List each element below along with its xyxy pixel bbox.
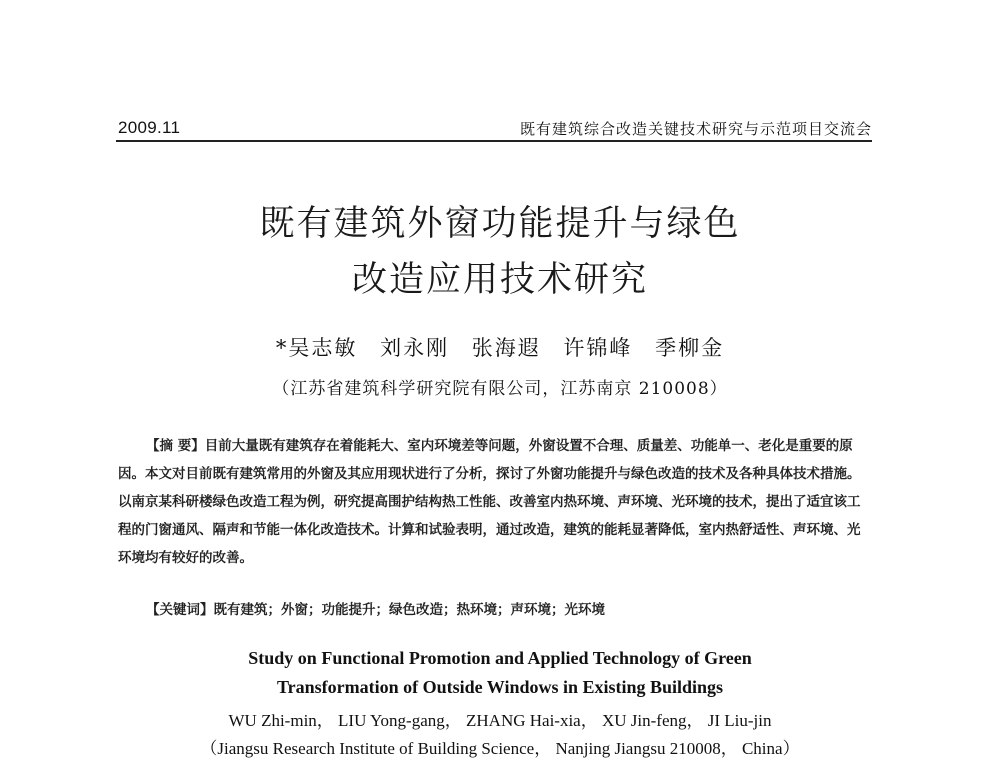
header-conference-name: 既有建筑综合改造关键技术研究与示范项目交流会 — [519, 120, 872, 138]
keywords-label: 【关键词】 — [146, 602, 214, 618]
authors: *吴志敏 刘永刚 张海遐 许锦峰 季柳金 — [275, 336, 725, 360]
abstract-label: 【摘 要】 — [146, 438, 205, 454]
english-authors: WU Zhi-min， LIU Yong-gang， ZHANG Hai-xia， XU Jin-feng， JI Liu-jin — [228, 711, 772, 730]
abstract-text: 目前大量既有建筑存在着能耗大、室内环境差等问题，外窗设置不合理、质量差、功能单一、老化是重要的原因。本文对目前既有建筑常用的外窗及其应用现状进行了分析，探讨了外窗功能提升与绿色改造的技术及各种具体技术措施。以南京某科研楼绿色改造工程为例，研究提高围护结构热工性能、改善室内热环境、声环境、光环境的技术，提出了适宜该工程的门窗通风、隔声和节能一体化改造技术。计算和试验表明，通过改造，建筑的能耗显著降低，室内热舒适性、声环境、光环境均有较好的改善。 — [118, 438, 861, 566]
english-affiliation: （Jiangsu Research Institute of Building Science， Nanjing Jiangsu 210008， China） — [200, 739, 800, 758]
english-title-line-2: Transformation of Outside Windows in Existing Buildings — [276, 677, 724, 697]
affiliation: （江苏省建筑科学研究院有限公司，江苏南京 210008） — [272, 379, 728, 399]
paper-title-line-1: 既有建筑外窗功能提升与绿色 — [259, 204, 741, 244]
paper-title-line-2: 改造应用技术研究 — [351, 260, 648, 300]
keywords-text: 既有建筑；外窗；功能提升；绿色改造；热环境；声环境；光环境 — [213, 602, 605, 618]
header-date: 2009.11 — [118, 118, 181, 137]
keywords — [146, 598, 605, 618]
abstract — [118, 432, 872, 572]
header-rule — [116, 140, 872, 142]
english-title-line-1: Study on Functional Promotion and Applied Technology of Green — [248, 648, 752, 668]
